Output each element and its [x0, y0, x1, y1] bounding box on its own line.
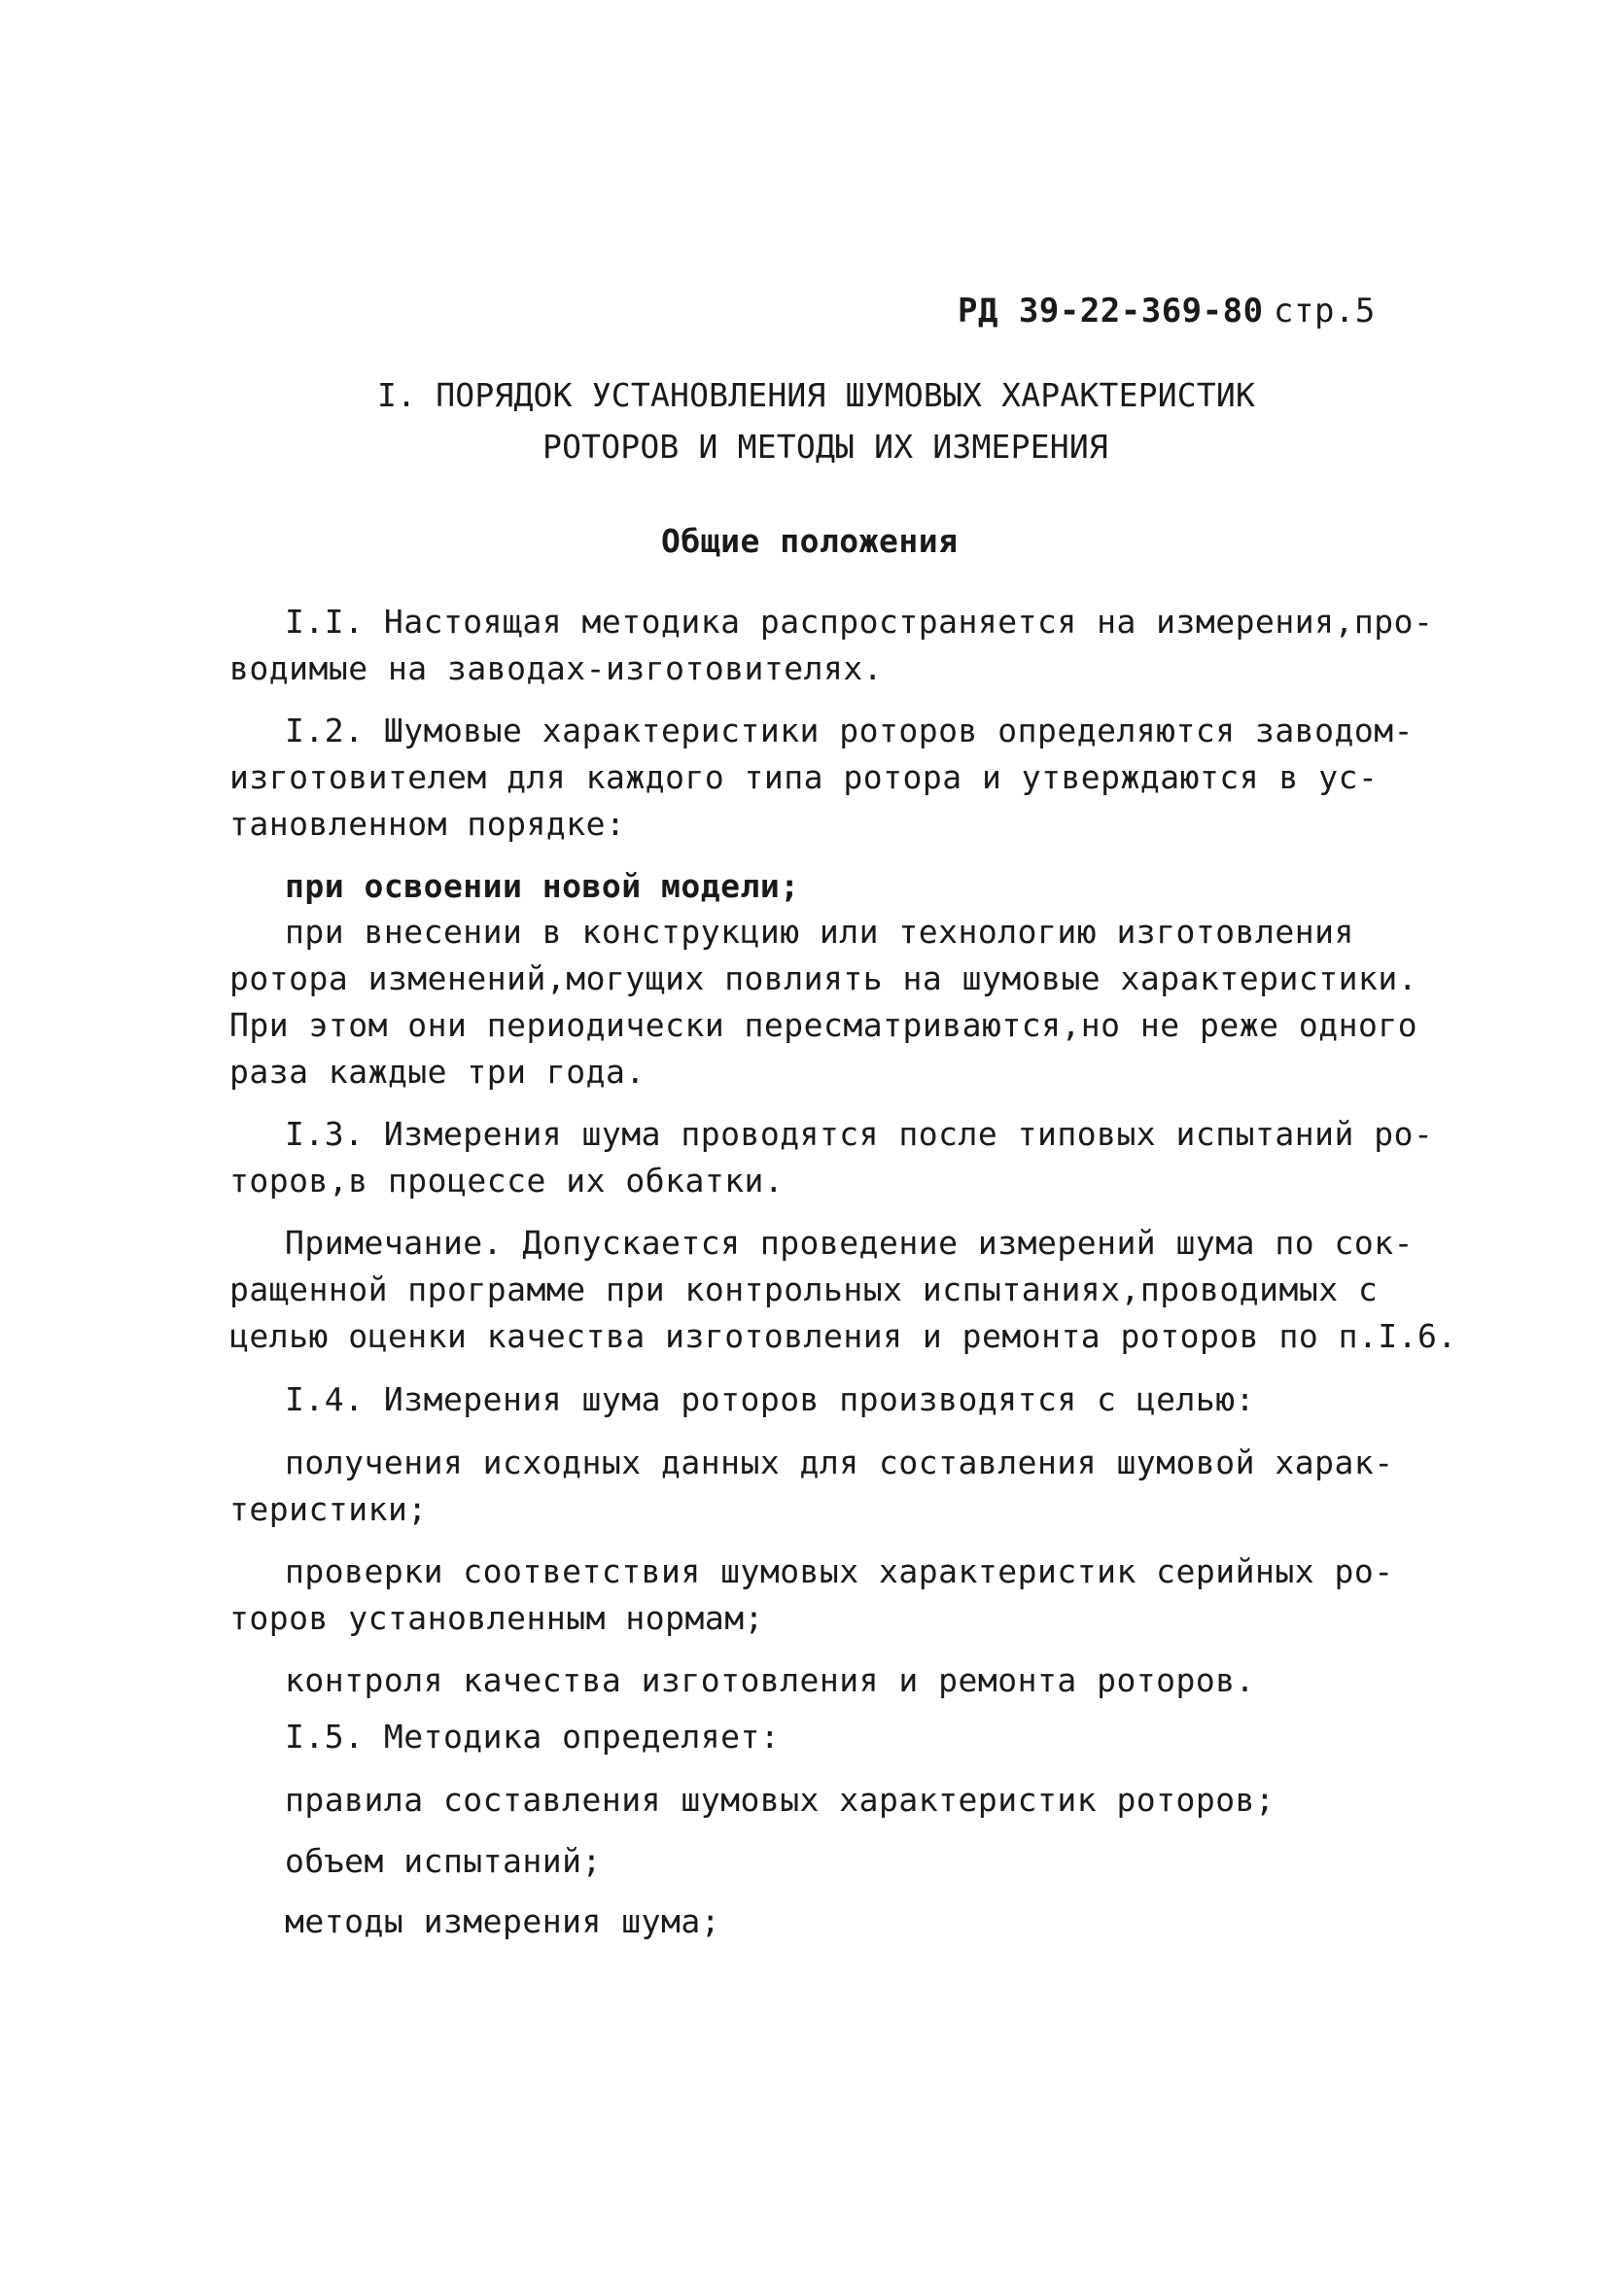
paragraph-1-2-line2: изготовителем для каждого типа ротора и утверждаются в ус- — [229, 758, 1379, 796]
section-title-line2: РОТОРОВ И МЕТОДЫ ИХ ИЗМЕРЕНИЯ — [542, 428, 1108, 466]
paragraph-1-5: I.5. Методика определяет: — [285, 1718, 781, 1756]
list-item-changes-line1: при внесении в конструкцию или технологию изготовления — [285, 913, 1354, 951]
list-item-quality: контроля качества изготовления и ремонта роторов. — [285, 1661, 1256, 1699]
document-code: РД 39-22-369-80 — [958, 292, 1264, 330]
list-item-check-line1: проверки соответствия шумовых характеристик серийных ро- — [285, 1552, 1394, 1590]
note-line3: целью оценки качества изготовления и ремонта роторов по п.I.6. — [229, 1317, 1457, 1355]
page-number: стр.5 — [1274, 292, 1376, 330]
list-item-changes-line3: При этом они периодически пересматриваются,но не реже одного — [229, 1006, 1418, 1044]
section-title-line1: I. ПОРЯДОК УСТАНОВЛЕНИЯ ШУМОВЫХ ХАРАКТЕРИСТИК — [377, 376, 1256, 414]
paragraph-1-2-line3: тановленном порядке: — [229, 805, 626, 843]
list-item-volume: объем испытаний; — [285, 1842, 602, 1880]
list-item-rules: правила составления шумовых характеристик роторов; — [285, 1781, 1276, 1819]
list-item-source-data-line2: теристики; — [229, 1490, 428, 1528]
list-item-methods: методы измерения шума; — [285, 1902, 721, 1940]
subtitle: Общие положения — [661, 522, 959, 560]
list-item-changes-line2: ротора изменений,могущих повлиять на шумовые характеристики. — [229, 959, 1418, 997]
list-item-source-data-line1: получения исходных данных для составления шумовой харак- — [285, 1444, 1394, 1481]
paragraph-1-3-line1: I.3. Измерения шума проводятся после типовых испытаний ро- — [285, 1115, 1434, 1153]
list-item-changes-line4: раза каждые три года. — [229, 1053, 646, 1091]
paragraph-1-3-line2: торов,в процессе их обкатки. — [229, 1162, 785, 1200]
paragraph-1-1-line2: водимые на заводах-изготовителях. — [229, 649, 884, 687]
paragraph-1-4: I.4. Измерения шума роторов производятся с целью: — [285, 1380, 1256, 1418]
list-item-check-line2: торов установленным нормам; — [229, 1599, 764, 1637]
list-item-new-model: при освоении новой модели; — [285, 867, 800, 905]
note-line1: Примечание. Допускается проведение измерений шума по сок- — [285, 1224, 1414, 1262]
paragraph-1-1-line1: I.I. Настоящая методика распространяется на измерения,про- — [285, 603, 1434, 641]
paragraph-1-2-line1: I.2. Шумовые характеристики роторов определяются заводом- — [285, 712, 1414, 749]
note-line2: ращенной программе при контрольных испытаниях,проводимых с — [229, 1270, 1379, 1308]
